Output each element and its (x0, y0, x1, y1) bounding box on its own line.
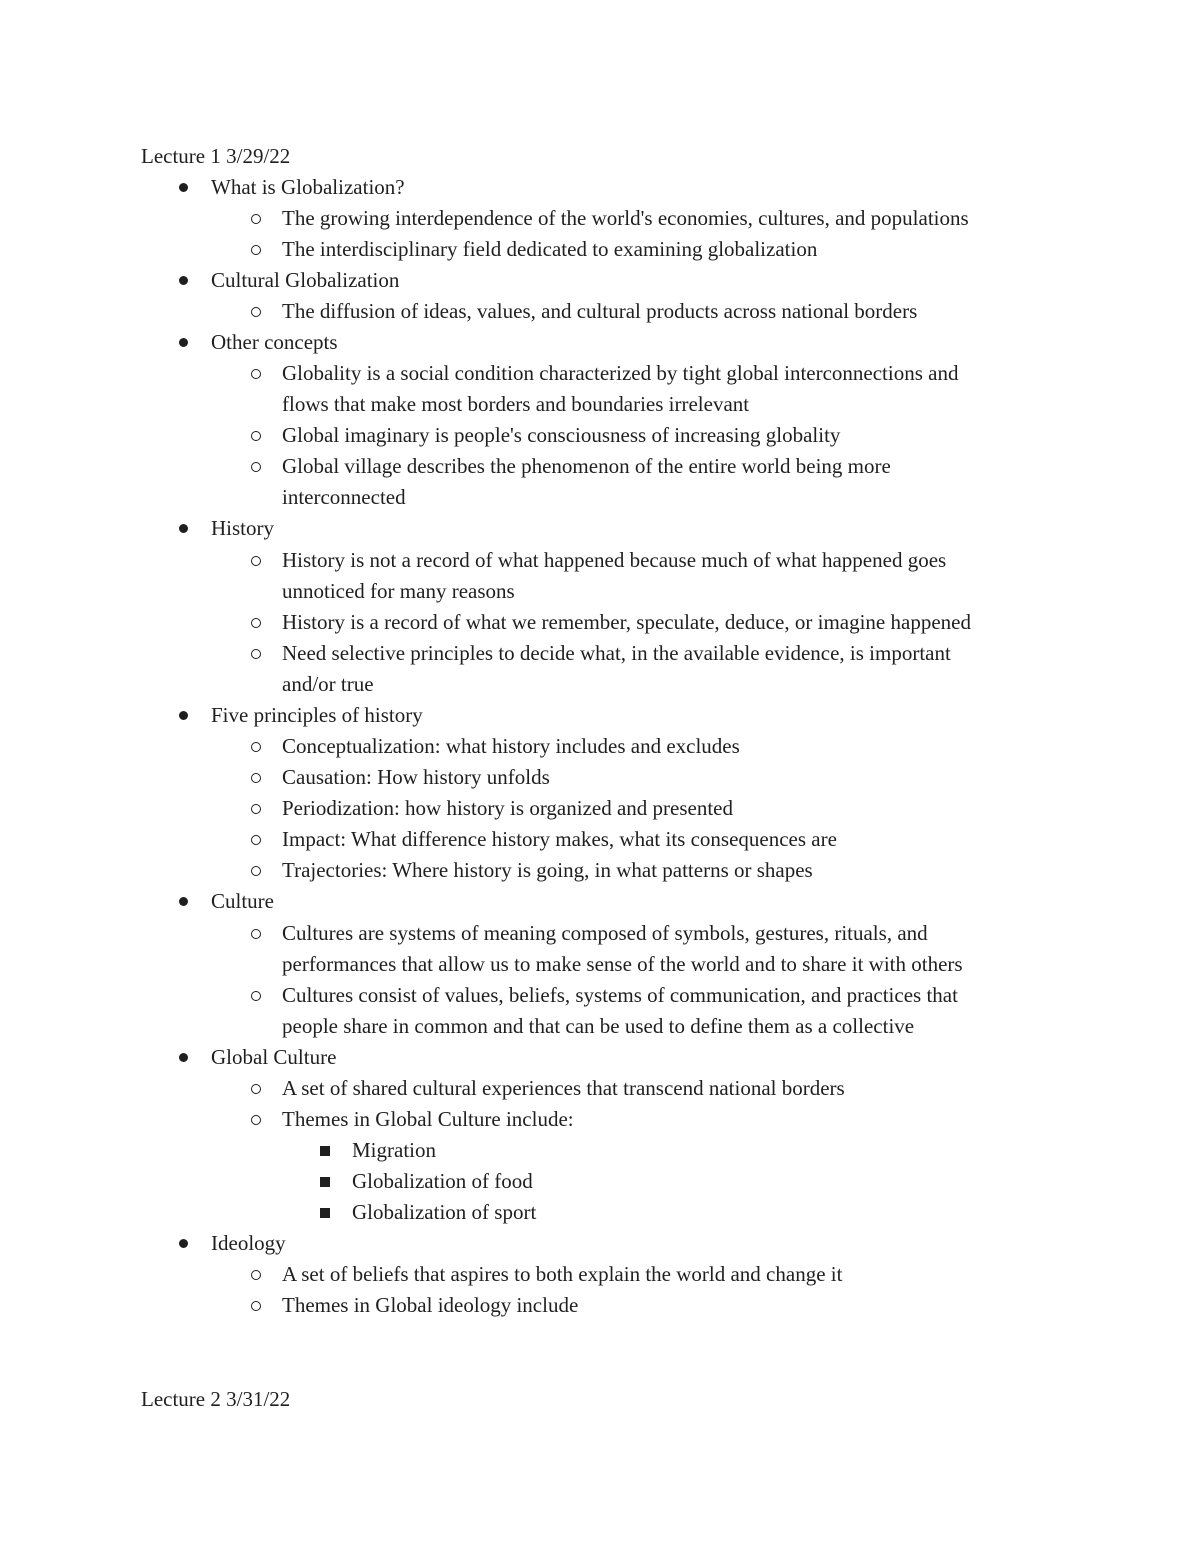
square-bullet (320, 1208, 330, 1218)
list-item-continuation: performances that allow us to make sense of the world and to share it with others (282, 952, 963, 976)
circle-bullet (251, 804, 261, 814)
circle-bullet (251, 618, 261, 628)
list-item: A set of shared cultural experiences that transcend national borders (282, 1076, 845, 1100)
list-item: Globality is a social condition characterized by tight global interconnections and (282, 361, 959, 385)
sub-list-item: Globalization of sport (352, 1200, 537, 1224)
circle-bullet (251, 835, 261, 845)
list-item-continuation: and/or true (282, 672, 374, 696)
topic-culture: Culture (211, 889, 274, 913)
topic-cultural-globalization: Cultural Globalization (211, 268, 400, 292)
circle-bullet (251, 1301, 261, 1311)
circle-bullet (251, 1115, 261, 1125)
list-item: A set of beliefs that aspires to both explain the world and change it (282, 1262, 843, 1286)
list-item: Need selective principles to decide what, in the available evidence, is important (282, 641, 951, 665)
disc-bullet (179, 1053, 188, 1062)
list-item: Periodization: how history is organized and presented (282, 796, 734, 820)
list-item: Impact: What difference history makes, what its consequences are (282, 827, 837, 851)
list-item: Global village describes the phenomenon of the entire world being more (282, 454, 891, 478)
square-bullet (320, 1146, 330, 1156)
circle-bullet (251, 649, 261, 659)
topic-what-is-globalization: What is Globalization? (211, 175, 405, 199)
list-item-continuation: flows that make most borders and boundaries irrelevant (282, 392, 750, 416)
disc-bullet (179, 524, 188, 533)
square-bullet (320, 1177, 330, 1187)
circle-bullet (251, 1084, 261, 1094)
circle-bullet (251, 214, 261, 224)
disc-bullet (179, 183, 188, 192)
list-item: The interdisciplinary field dedicated to examining globalization (282, 237, 818, 261)
list-item: Trajectories: Where history is going, in what patterns or shapes (282, 858, 813, 882)
list-item: Global imaginary is people's consciousness of increasing globality (282, 423, 841, 447)
list-item: Conceptualization: what history includes and excludes (282, 734, 740, 758)
list-item-continuation: interconnected (282, 485, 406, 509)
circle-bullet (251, 929, 261, 939)
circle-bullet (251, 742, 261, 752)
circle-bullet (251, 307, 261, 317)
circle-bullet (251, 773, 261, 783)
circle-bullet (251, 431, 261, 441)
disc-bullet (179, 711, 188, 720)
topic-global-culture: Global Culture (211, 1045, 337, 1069)
list-item-continuation: unnoticed for many reasons (282, 579, 515, 603)
sub-list-item: Globalization of food (352, 1169, 533, 1193)
list-item: History is not a record of what happened because much of what happened goes (282, 548, 947, 572)
circle-bullet (251, 462, 261, 472)
disc-bullet (179, 338, 188, 347)
circle-bullet (251, 245, 261, 255)
circle-bullet (251, 991, 261, 1001)
disc-bullet (179, 276, 188, 285)
circle-bullet (251, 1270, 261, 1280)
lecture-1-heading: Lecture 1 3/29/22 (141, 144, 291, 168)
topic-five-principles: Five principles of history (211, 703, 423, 727)
circle-bullet (251, 866, 261, 876)
circle-bullet (251, 369, 261, 379)
list-item: The growing interdependence of the world's economies, cultures, and populations (282, 206, 969, 230)
topic-history: History (211, 516, 274, 540)
list-item-continuation: people share in common and that can be used to define them as a collective (282, 1014, 915, 1038)
topic-ideology: Ideology (211, 1231, 286, 1255)
list-item: Themes in Global ideology include (282, 1293, 579, 1317)
list-item: The diffusion of ideas, values, and cultural products across national borders (282, 299, 918, 323)
circle-bullet (251, 556, 261, 566)
topic-other-concepts: Other concepts (211, 330, 338, 354)
list-item: Causation: How history unfolds (282, 765, 550, 789)
list-item: History is a record of what we remember, speculate, deduce, or imagine happened (282, 610, 971, 634)
sub-list-item: Migration (352, 1138, 436, 1162)
list-item: Cultures are systems of meaning composed of symbols, gestures, rituals, and (282, 921, 928, 945)
list-item: Cultures consist of values, beliefs, systems of communication, and practices that (282, 983, 958, 1007)
disc-bullet (179, 897, 188, 906)
disc-bullet (179, 1239, 188, 1248)
list-item: Themes in Global Culture include: (282, 1107, 574, 1131)
lecture-2-heading: Lecture 2 3/31/22 (141, 1387, 291, 1411)
